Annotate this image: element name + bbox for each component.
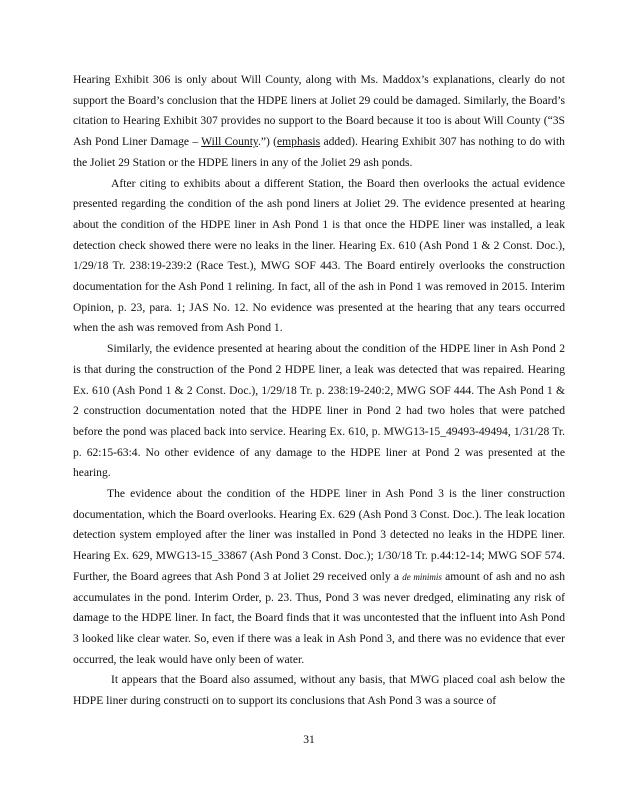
paragraph-1 xyxy=(73,70,565,174)
paragraph-1-text-a: Hearing Exhibit 306 is only about Will County, along with Ms. Maddox’s explanations, clearly do not support the Board’s conclusion that the HDPE liners at Joliet 29 could be damaged. Similarly, the Board’s citation to Hearing Exhibit 307 provides no support to the Board because it too is about Will County (“3S Ash Pond Liner Damage – xyxy=(73,73,565,149)
paragraph-1-text-c: added). Hearing Exhibit 307 has nothing to do with the Joliet 29 Station or the HDPE liners in any of the Joliet 29 ash ponds. xyxy=(73,135,565,169)
paragraph-4 xyxy=(73,484,565,670)
italic-de-minimis: de minimis xyxy=(402,571,442,582)
paragraph-4-text-b: amount of ash and no ash accumulates in the pond. Interim Order, p. 23. Thus, Pond 3 was never dredged, eliminating any risk of damage to the HDPE liner. In fact, the Board finds that it was uncontested that the influent into Ash Pond 3 looked like clear water. So, even if there was a leak in Ash Pond 3, and there was no evidence that ever occurred, the leak would have only been of water. xyxy=(73,569,565,666)
document-body xyxy=(73,70,565,712)
paragraph-5: It appears that the Board also assumed, without any basis, that MWG placed coal ash below the HDPE liner during constructi on to support its conclusions that Ash Pond 3 was a source of xyxy=(73,673,565,708)
paragraph-1-text-b: .”) ( xyxy=(257,135,278,149)
page-number: 31 xyxy=(303,733,315,746)
underlined-emphasis: emphasis xyxy=(277,135,321,149)
paragraph-3: Similarly, the evidence presented at hearing about the condition of the HDPE liner in Ash Pond 2 is that during the construction of the Pond 2 HDPE liner, a leak was detected that was repaired. Hearing Ex. 610 (Ash Pond 1 & 2 Const. Doc.), 1/29/18 Tr. p. 238:19-240:2, MWG SOF 444. The Ash Pond 1 & 2 construction documentation noted that the HDPE liner in Pond 2 had two holes that were patched before the pond was placed back into service. Hearing Ex. 610, p. MWG13-15_49493-49494, 1/31/28 Tr. p. 62:15-63:4. No other evidence of any damage to the HDPE liner at Pond 2 was presented at the hearing. xyxy=(73,342,565,480)
underlined-will-county: Will County xyxy=(201,135,258,149)
paragraph-4-text-a: The evidence about the condition of the HDPE liner in Ash Pond 3 is the liner construction documentation, which the Board overlooks. Hearing Ex. 629 (Ash Pond 3 Const. Doc.). The leak location detection system employed after the liner was installed in Pond 3 detected no leaks in the HDPE liner. Hearing Ex. 629, MWG13-15_33867 (Ash Pond 3 Const. Doc.); 1/30/18 Tr. p.44:12-14; MWG SOF 574. Further, the Board agrees that Ash Pond 3 at Joliet 29 received only a xyxy=(73,487,565,583)
paragraph-2: After citing to exhibits about a different Station, the Board then overlooks the actual evidence presented regarding the condition of the ash pond liners at Joliet 29. The evidence presented at hearing about the condition of the HDPE liner in Ash Pond 1 is that once the HDPE liner was installed, a leak detection check showed there were no leaks in the liner. Hearing Ex. 610 (Ash Pond 1 & 2 Const. Doc.), 1/29/18 Tr. 238:19-239:2 (Race Test.), MWG SOF 443. The Board entirely overlooks the construction documentation for the Ash Pond 1 relining. In fact, all of the ash in Pond 1 was removed in 2015. Interim Opinion, p. 23, para. 1; JAS No. 12. No evidence was presented at the hearing that any tears occurred when the ash was removed from Ash Pond 1. xyxy=(73,176,565,335)
